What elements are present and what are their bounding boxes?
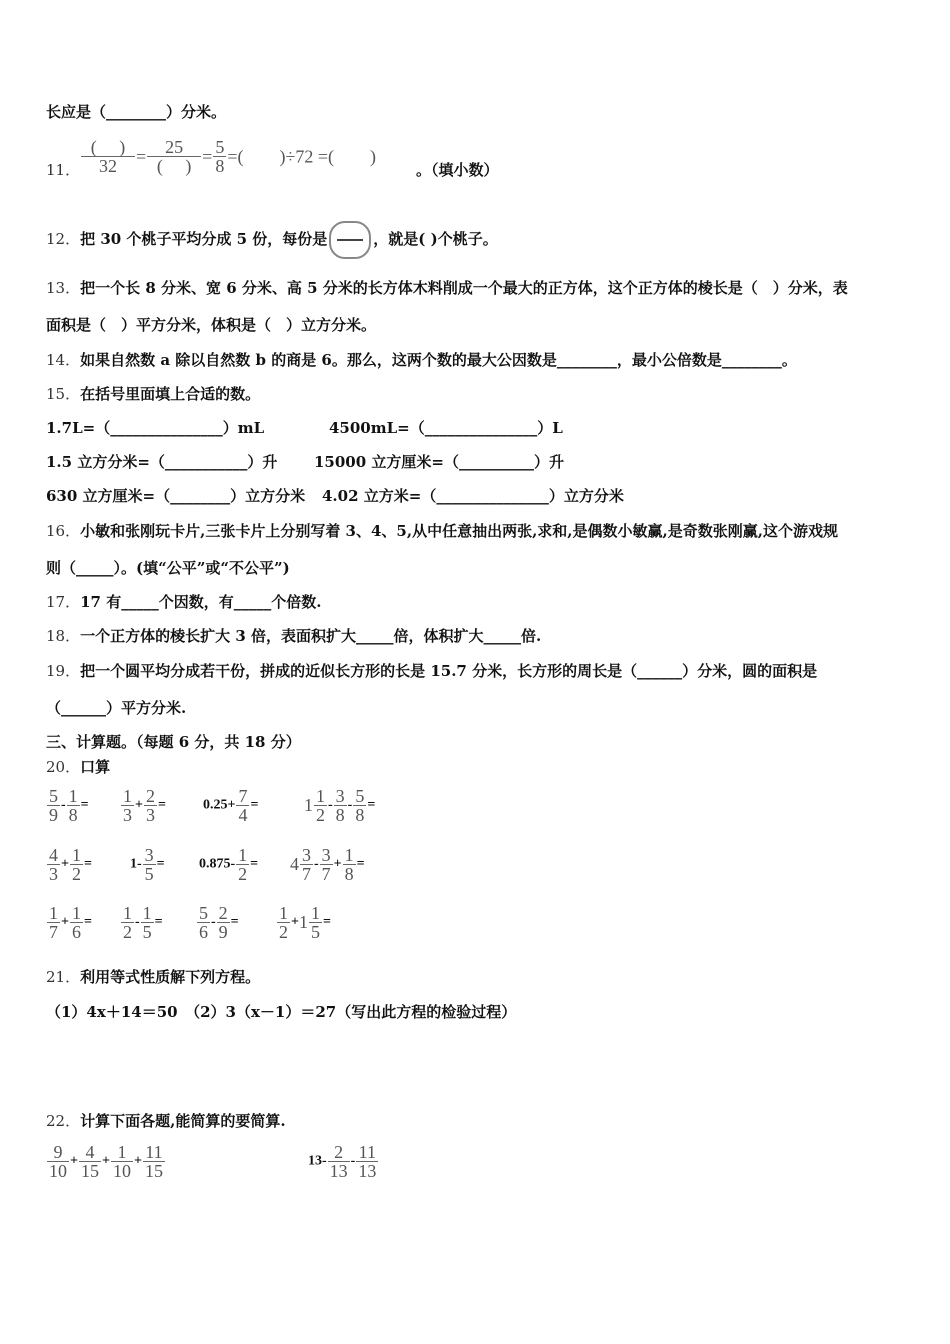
calc-item: 1 $\frac{1}{2}$ - $\frac{3}{8}$ - $\frac{5}{8}$ = bbox=[304, 786, 376, 825]
fraction: $\frac{1}{7}$ bbox=[49, 903, 58, 942]
calc-item: $\frac{5}{9}$ - $\frac{1}{8}$ = bbox=[49, 786, 89, 825]
fraction: $\frac{5}{8}$ bbox=[215, 137, 225, 176]
fraction: $\frac{1}{2}$ bbox=[238, 845, 248, 884]
q12-number: 12． bbox=[46, 230, 81, 248]
q13-line2: 面积是（ ）平方分米，体积是（ ）立方分米。 bbox=[46, 316, 377, 334]
q22-expression-2: 13- $\frac{2}{13}$ - $\frac{11}{13}$ bbox=[308, 1142, 377, 1181]
blank-fraction-box bbox=[329, 221, 371, 259]
q19-line1: 19．把一个圆平均分成若干份，拼成的近似长方形的长是 15.7 分米，长方形的周长是（______）分米，圆的面积是 bbox=[46, 662, 818, 680]
fraction: $\frac{9}{10}$ bbox=[49, 1142, 67, 1181]
fraction: $\frac{1}{8}$ bbox=[344, 845, 354, 884]
q12-text-b: ，就是( )个桃子。 bbox=[373, 230, 498, 248]
fraction: $\frac{7}{4}$ bbox=[238, 786, 248, 825]
q16-line1: 16．小敏和张刚玩卡片,三张卡片上分别写着 3、4、5,从中任意抽出两张,求和,是偶数小敏赢,是奇数张刚赢,这个游戏规 bbox=[46, 522, 838, 540]
fraction: $\frac{3}{7}$ bbox=[321, 845, 331, 884]
fraction: $\frac{1}{2}$ bbox=[279, 903, 288, 942]
fraction: $\frac{1}{5}$ bbox=[142, 903, 152, 942]
calc-item: 4 $\frac{3}{7}$ - $\frac{3}{7}$ + $\frac{1}{8}$ = bbox=[290, 845, 365, 884]
calc-item: $\frac{1}{7}$ + $\frac{1}{6}$ = bbox=[49, 903, 92, 942]
q11-number: 11． bbox=[46, 161, 81, 179]
q22: 22．计算下面各题,能简算的要简算. bbox=[46, 1112, 286, 1130]
calc-item: 1- $\frac{3}{5}$ = bbox=[130, 845, 165, 884]
q19-line2: （______）平方分米. bbox=[46, 699, 187, 717]
q14: 14．如果自然数 a 除以自然数 b 的商是 6。那么，这两个数的最大公因数是________，最小公倍数是________。 bbox=[46, 351, 797, 369]
fraction: $\frac{5}{6}$ bbox=[199, 903, 208, 942]
q18: 18．一个正方体的棱长扩大 3 倍，表面积扩大_____倍，体积扩大_____倍. bbox=[46, 627, 542, 645]
section-3-heading: 三、计算题。（每题 6 分，共 18 分） bbox=[46, 733, 301, 751]
fraction: $\frac{4}{3}$ bbox=[49, 845, 58, 884]
q13-line1: 13．把一个长 8 分米、宽 6 分米、高 5 分米的长方体木料削成一个最大的正方体，这个正方体的棱长是（ ）分米，表 bbox=[46, 279, 848, 297]
q11-suffix: 。（填小数） bbox=[416, 161, 499, 179]
q15-row2a: 1.5 立方分米=（___________）升 bbox=[46, 453, 278, 471]
fraction: $\frac{1}{2}$ bbox=[316, 786, 325, 825]
fraction: $\frac{3}{7}$ bbox=[302, 845, 311, 884]
q15-row3a: 630 立方厘米=（________）立方分米 bbox=[46, 487, 306, 505]
q22-expression-1: $\frac{9}{10}$ + $\frac{4}{15}$ + $\frac{1}{10}$ + $\frac{11}{15}$ bbox=[49, 1142, 163, 1181]
q15-row3b: 4.02 立方米=（_______________）立方分米 bbox=[322, 487, 624, 505]
fraction: $\frac{1}{2}$ bbox=[123, 903, 132, 942]
fraction: $\frac{3}{8}$ bbox=[335, 786, 345, 825]
q15-row1a: 1.7L=（_______________）mL bbox=[46, 419, 265, 437]
calc-item: $\frac{1}{2}$ +1 $\frac{1}{5}$ = bbox=[279, 903, 331, 942]
q15: 15．在括号里面填上合适的数。 bbox=[46, 385, 261, 403]
fraction: $\frac{1}{3}$ bbox=[123, 786, 132, 825]
calc-item: $\frac{1}{3}$ + $\frac{2}{3}$ = bbox=[123, 786, 166, 825]
calc-item: $\frac{1}{2}$ - $\frac{1}{5}$ = bbox=[123, 903, 163, 942]
q16-line2: 则（_____）。(填“公平”或“不公平”) bbox=[46, 559, 290, 577]
fraction: $\frac{2}{3}$ bbox=[145, 786, 155, 825]
q15-row1b: 4500mL=（_______________）L bbox=[329, 419, 563, 437]
fraction: $\frac{1}{2}$ bbox=[71, 845, 81, 884]
fraction: $\frac{11}{13}$ bbox=[358, 1142, 377, 1181]
q20: 20．口算 bbox=[46, 758, 111, 776]
fraction: $\frac{1}{8}$ bbox=[68, 786, 78, 825]
q12 bbox=[46, 221, 498, 259]
q12-text-a: 把 30 个桃子平均分成 5 份，每份是 bbox=[80, 230, 328, 248]
calc-item: $\frac{5}{6}$ - $\frac{2}{9}$ = bbox=[199, 903, 239, 942]
fraction: $\frac{2}{9}$ bbox=[218, 903, 228, 942]
calc-item: 0.25+ $\frac{7}{4}$ = bbox=[203, 786, 259, 825]
fraction: $\frac{3}{5}$ bbox=[144, 845, 154, 884]
calc-item: 0.875- $\frac{1}{2}$ = bbox=[199, 845, 259, 884]
q17: 17．17 有_____个因数，有_____个倍数. bbox=[46, 593, 322, 611]
q15-row2b: 15000 立方厘米=（__________）升 bbox=[314, 453, 564, 471]
q11-expression: $\frac{( )}{32}$ = $\frac{25}{( )}$ = $\frac{5}{8}$ =( )÷72 =( ) bbox=[80, 138, 376, 175]
fraction: $\frac{11}{15}$ bbox=[144, 1142, 163, 1181]
q21: 21．利用等式性质解下列方程。 bbox=[46, 968, 261, 986]
fraction: $\frac{1}{10}$ bbox=[112, 1142, 131, 1181]
fraction: $\frac{( )}{32}$ bbox=[81, 138, 135, 175]
q10-tail: 长应是（________）分米。 bbox=[46, 103, 227, 121]
fraction: $\frac{5}{9}$ bbox=[49, 786, 58, 825]
fraction: $\frac{4}{15}$ bbox=[80, 1142, 99, 1181]
fraction: $\frac{2}{13}$ bbox=[329, 1142, 348, 1181]
fraction: $\frac{1}{6}$ bbox=[71, 903, 81, 942]
calc-item: $\frac{4}{3}$ + $\frac{1}{2}$ = bbox=[49, 845, 92, 884]
fraction: $\frac{5}{8}$ bbox=[355, 786, 365, 825]
q21-equations: （1）4x＋14＝50 （2）3（x－1）＝27（写出此方程的检验过程） bbox=[46, 1003, 517, 1021]
fraction: $\frac{1}{5}$ bbox=[310, 903, 320, 942]
fraction: $\frac{25}{( )}$ bbox=[147, 138, 201, 175]
